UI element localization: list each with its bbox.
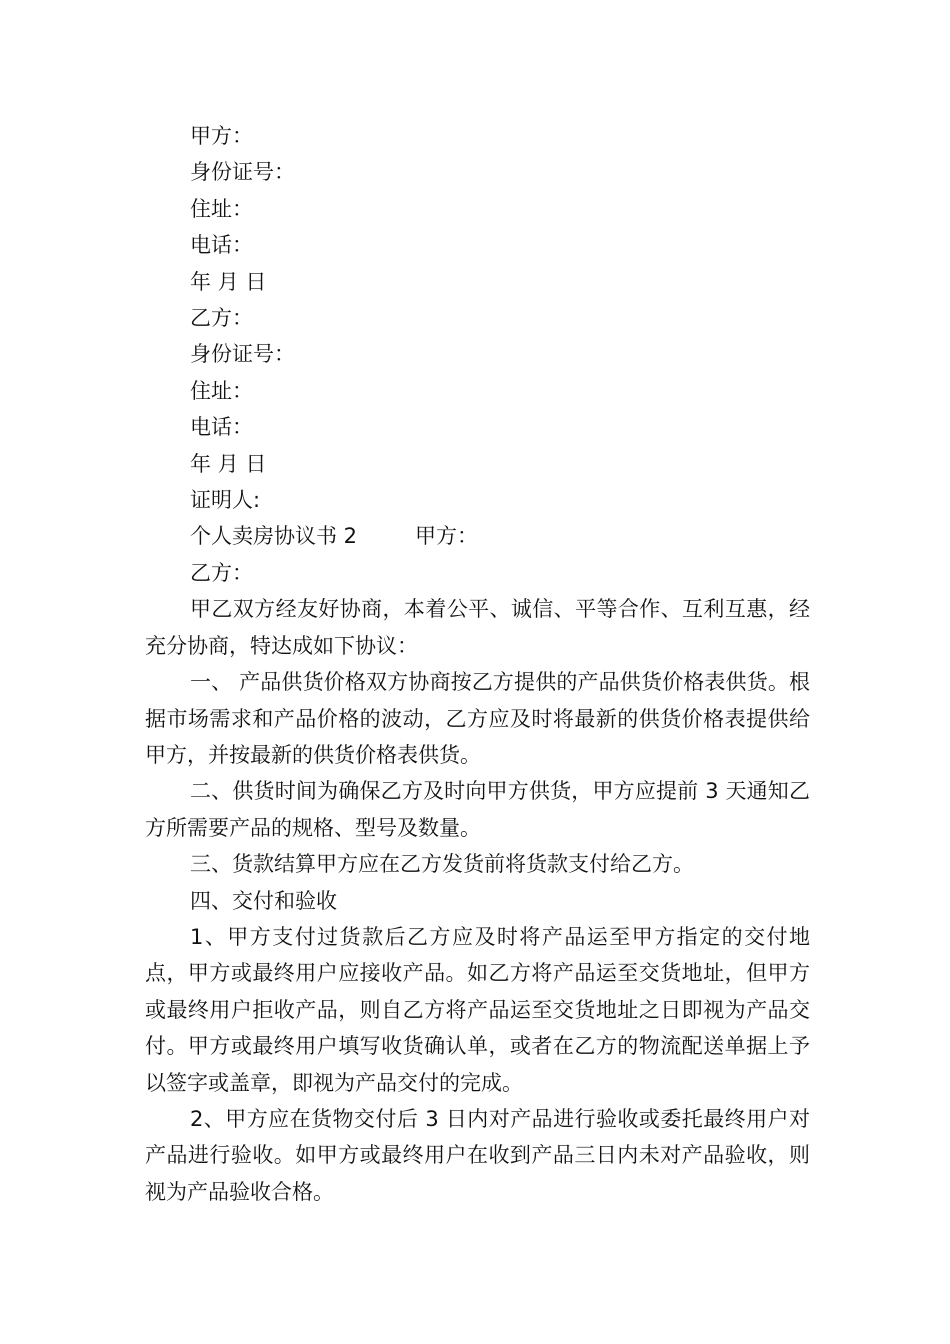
- party-a-date-label: 年 月 日: [190, 269, 267, 294]
- agreement-preamble: 甲乙双方经友好协商，本着公平、诚信、平等合作、互利互惠，经充分协商，特达成如下协议：: [145, 597, 810, 658]
- party-a-phone-label: 电话：: [190, 233, 253, 258]
- party-b-phone-label: 电话：: [190, 415, 253, 440]
- agreement-title-line: [145, 518, 810, 554]
- document-body: [145, 118, 810, 1210]
- party-b-label: 乙方：: [190, 306, 253, 331]
- agreement-title: 个人卖房协议书 2: [190, 524, 358, 549]
- clause-3-payment: 三、货款结算甲方应在乙方发货前将货款支付给乙方。: [190, 852, 694, 877]
- agreement-party-a-label: 甲方：: [415, 524, 479, 549]
- clause-1-price: 一、 产品供货价格双方协商按乙方提供的产品供货价格表供货。根据市场需求和产品价格的波动，乙方应及时将最新的供货价格表提供给甲方，并按最新的供货价格表供货。: [145, 670, 810, 767]
- party-b-id-label: 身份证号：: [190, 342, 295, 367]
- clause-2-supply-time: 二、供货时间为确保乙方及时向甲方供货，甲方应提前 3 天通知乙方所需要产品的规格、型号及数量。: [145, 779, 810, 840]
- party-a-id-label: 身份证号：: [190, 160, 295, 185]
- party-b-date-label: 年 月 日: [190, 451, 267, 476]
- clause-4-item-1: 1、甲方支付过货款后乙方应及时将产品运至甲方指定的交付地点，甲方或最终用户应接收产品。如乙方将产品运至交货地址，但甲方或最终用户拒收产品，则自乙方将产品运至交货地址之日即视为产品交付。甲方或最终用户填写收货确认单，或者在乙方的物流配送单据上予以签字或盖章，即视为产品交付的完成。: [145, 924, 810, 1095]
- party-b-address-label: 住址：: [190, 378, 253, 403]
- witness-label: 证明人:: [190, 488, 261, 513]
- party-a-address-label: 住址：: [190, 196, 253, 221]
- agreement-party-b-label: 乙方：: [190, 560, 253, 585]
- clause-4-item-2: 2、甲方应在货物交付后 3 日内对产品进行验收或委托最终用户对产品进行验收。如甲方或最终用户在收到产品三日内未对产品验收，则视为产品验收合格。: [145, 1106, 810, 1204]
- party-a-label: 甲方：: [190, 124, 253, 148]
- clause-4-heading: 四、交付和验收: [190, 888, 337, 913]
